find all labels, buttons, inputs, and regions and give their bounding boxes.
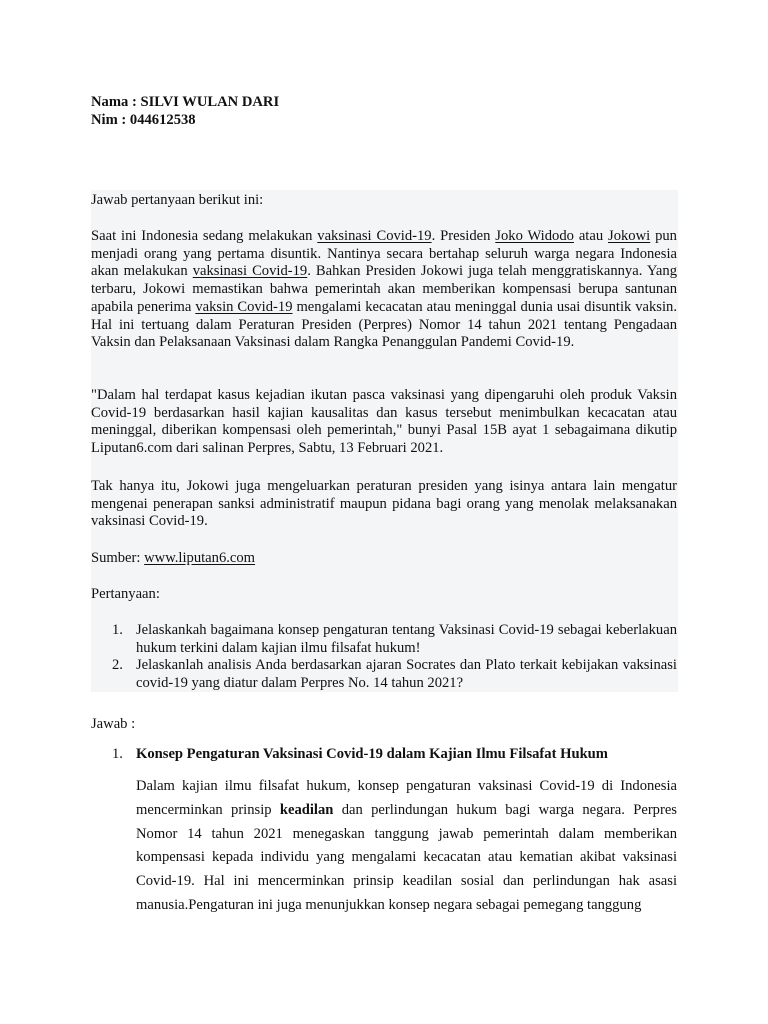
link-vaksinasi-covid[interactable]: vaksinasi Covid-19 (317, 228, 432, 244)
answer-item-number: 1. (112, 746, 123, 762)
answer-paragraph: Dalam kajian ilmu filsafat hukum, konsep pengaturan vaksinasi Covid-19 di Indonesia mencerminkan prinsip keadilan dan perlindungan hukum bagi warga negara. Perpres Nomor 14 tahun 2021 menegaskan tanggung jawab pemerintah dalam memberikan kompensasi kepada individu yang mengalami kecacatan atau kematian akibat vaksinasi Covid-19. Hal ini mencerminkan prinsip keadilan sosial dan perlindungan hak asasi manusia.Pengaturan ini juga menunjukkan konsep negara sebagai pemegang tanggung (136, 778, 677, 913)
answer-label: Jawab : (91, 716, 136, 732)
questions-label: Pertanyaan: (91, 586, 160, 602)
source-link[interactable]: www.liputan6.com (144, 550, 256, 566)
source-line: Sumber: www.liputan6.com (91, 550, 256, 566)
question-intro: Jawab pertanyaan berikut ini: (91, 192, 264, 208)
link-vaksinasi-covid-2[interactable]: vaksinasi Covid-19 (192, 263, 308, 280)
link-vaksin-covid[interactable]: vaksin Covid-19 (195, 298, 293, 315)
link-joko-widodo[interactable]: Joko Widodo (495, 228, 574, 244)
questions-list (91, 622, 677, 693)
student-nim: Nim : 044612538 (91, 112, 196, 128)
link-jokowi[interactable]: Jokowi (608, 228, 651, 244)
article-paragraph-1: Saat ini Indonesia sedang melakukan vaksinasi Covid-19. Presiden Joko Widodo atau Jokowi pun menjadi orang yang pertama disuntik. Nantinya secara bertahap seluruh warga negara Indonesia akan melakukan vaksinasi Covid-19. Bahkan Presiden Jokowi juga telah menggratiskannya. Yang terbaru, Jokowi memastikan bahwa pemerintah akan memberikan kompensasi berupa santunan apabila penerima vaksin Covid-19 mengalami kecacatan atau meninggal dunia usai disuntik vaksin. Hal ini tertuang dalam Peraturan Presiden (Perpres) Nomor 14 tahun 2021 tentang Pengadaan Vaksin dan Pelaksanaan Vaksinasi dalam Rangka Penanggulan Pandemi Covid-19. (91, 228, 678, 351)
article-paragraph-2: "Dalam hal terdapat kasus kejadian ikutan pasca vaksinasi yang dipengaruhi oleh produk Vaksin Covid-19 berdasarkan hasil kajian kausalitas dan kasus tersebut menimbulkan kecacatan atau meninggal, diberikan kompensasi oleh pemerintah," bunyi Pasal 15B ayat 1 sebagaimana dikutip Liputan6.com dari salinan Perpres, Sabtu, 13 Februari 2021. (91, 387, 677, 457)
article-paragraph-3: Tak hanya itu, Jokowi juga mengeluarkan peraturan presiden yang isinya antara lain mengatur mengenai penerapan sanksi administratif maupun pidana bagi orang yang menolak melaksanakan vaksinasi Covid-19. (91, 478, 677, 530)
question-item: 1. Jelaskankah bagaimana konsep pengaturan tentang Vaksinasi Covid-19 sebagai keberlakuan hukum terkini dalam kajian ilmu filsafat hukum! (112, 622, 677, 656)
answer-heading: Konsep Pengaturan Vaksinasi Covid-19 dalam Kajian Ilmu Filsafat Hukum (136, 746, 608, 762)
question-item: 2. Jelaskanlah analisis Anda berdasarkan ajaran Socrates dan Plato terkait kebijakan vaksinasi covid-19 yang diatur dalam Perpres No. 14 tahun 2021? (112, 657, 677, 692)
student-name: Nama : SILVI WULAN DARI (91, 94, 280, 110)
